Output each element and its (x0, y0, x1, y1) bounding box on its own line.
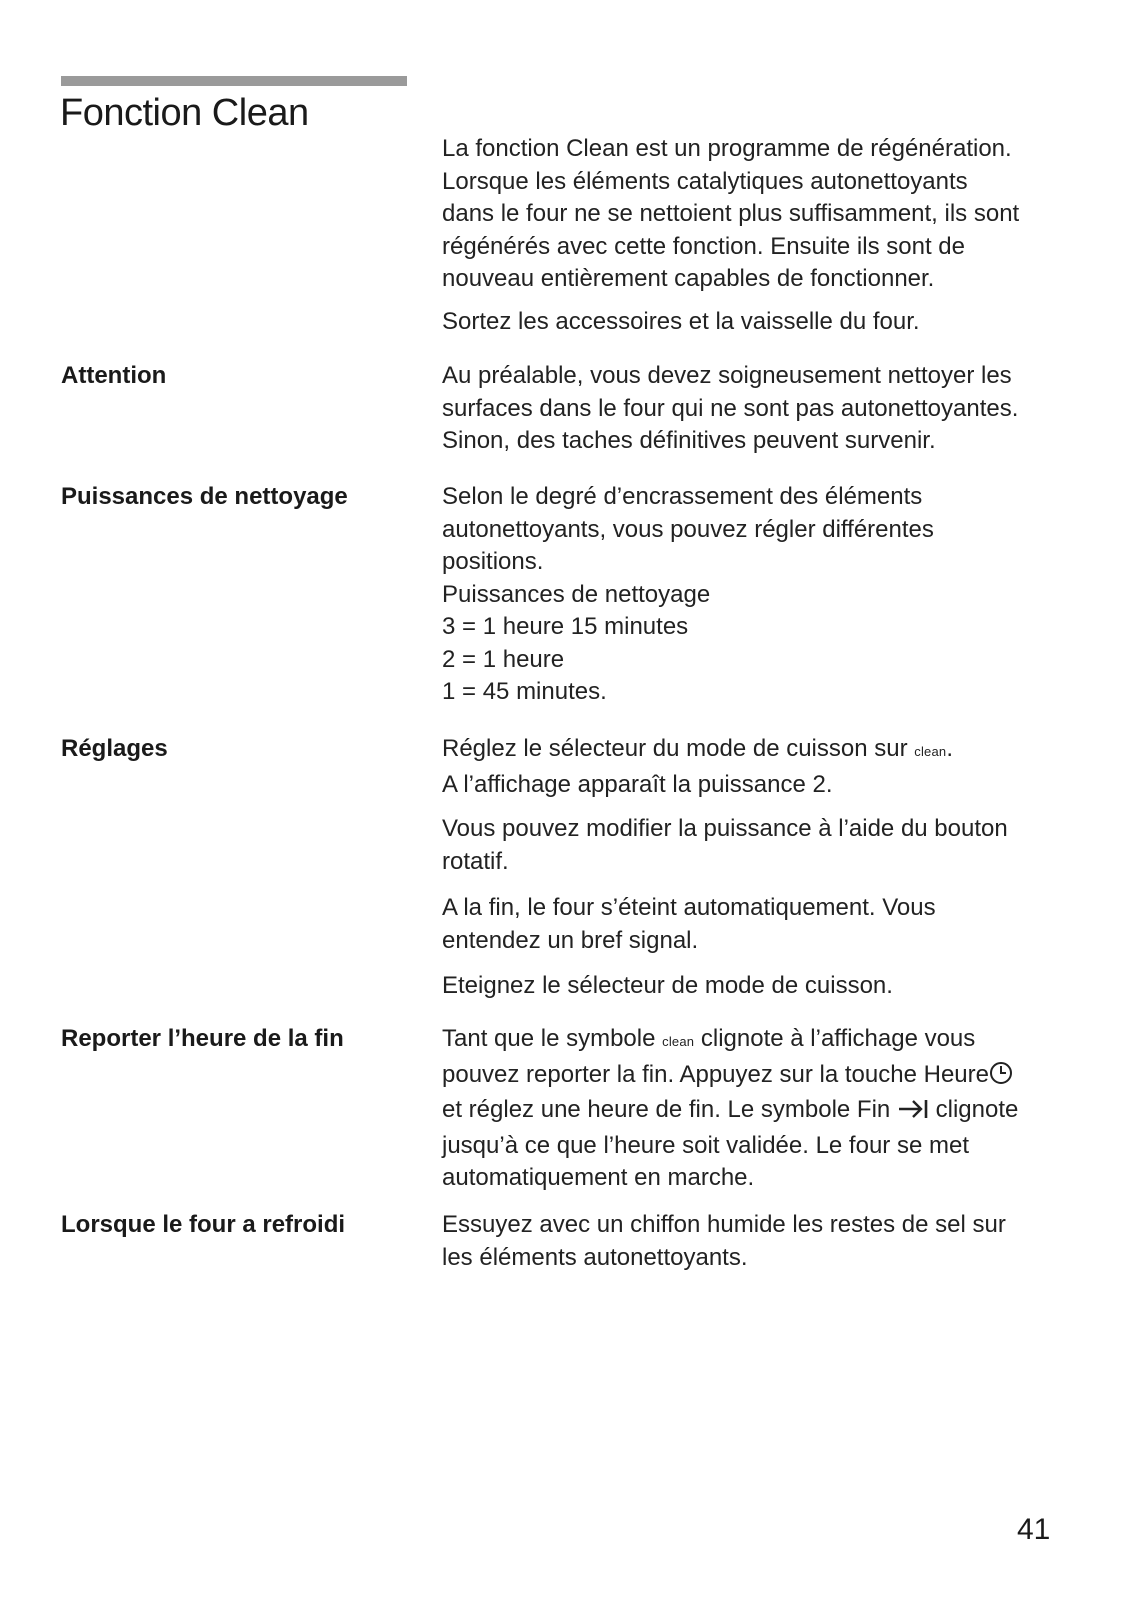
text-fragment: pouvez reporter la fin. Appuyez sur la touche Heure (442, 1060, 989, 1088)
clean-symbol: clean (914, 744, 947, 759)
page-title: Fonction Clean (60, 92, 309, 134)
text-line: régénérés avec cette fonction. Ensuite ils sont de (442, 232, 965, 260)
text-line (442, 1059, 1082, 1095)
text-fragment: Tant que le symbole (442, 1025, 663, 1052)
text-line: entendez un bref signal. (442, 926, 699, 954)
text-line: Lorsque les éléments catalytiques autonettoyants (442, 167, 968, 195)
text-line: La fonction Clean est un programme de régénération. (442, 135, 1012, 162)
reporter-paragraph (442, 1023, 1082, 1195)
text-line (442, 1094, 1082, 1130)
text-line: les éléments autonettoyants. (442, 1243, 748, 1271)
text-fragment: . (946, 735, 954, 762)
puissances-paragraph (442, 481, 1082, 709)
text-line (442, 1023, 1082, 1059)
title-rule (61, 76, 407, 86)
text-line: Selon le degré d’encrassement des éléments (442, 483, 923, 510)
clean-symbol: clean (662, 1034, 695, 1049)
switch-off-paragraph (442, 970, 1082, 1003)
text-line: jusqu’à ce que l’heure soit validée. Le four se met (442, 1131, 969, 1159)
text-fragment: clignote à l’affichage vous (694, 1025, 976, 1052)
attention-label: Attention (61, 362, 167, 389)
text-line: nouveau entièrement capables de fonctionner. (442, 265, 935, 292)
end-arrow-icon (897, 1097, 929, 1130)
text-line: A l’affichage apparaît la puissance 2. (442, 770, 833, 798)
puissances-label: Puissances de nettoyage (61, 483, 348, 510)
text-line: 1 = 45 minutes. (442, 678, 607, 705)
text-line: automatiquement en marche. (442, 1164, 755, 1191)
text-fragment: clignote (928, 1096, 1019, 1123)
text-line: 3 = 1 heure 15 minutes (442, 613, 689, 640)
text-line: Eteignez le sélecteur de mode de cuisson. (442, 972, 893, 999)
reglages-label: Réglages (61, 735, 168, 762)
attention-paragraph (442, 360, 1082, 458)
intro-paragraph (442, 133, 1082, 296)
text-line: Sortez les accessoires et la vaisselle du four. (442, 308, 920, 335)
text-line: Essuyez avec un chiffon humide les restes de sel sur (442, 1211, 1006, 1238)
text-line (442, 733, 1082, 769)
refroidi-label: Lorsque le four a refroidi (61, 1211, 346, 1238)
text-line: dans le four ne se nettoient plus suffisamment, ils sont (442, 200, 1020, 227)
text-line: positions. (442, 548, 544, 575)
end-paragraph (442, 892, 1082, 957)
clock-icon (989, 1061, 1013, 1095)
text-fragment: et réglez une heure de fin. Le symbole Fin (442, 1096, 897, 1123)
page-number: 41 (1017, 1513, 1051, 1546)
remove-accessories-paragraph (442, 306, 1082, 339)
reglages-paragraph (442, 733, 1082, 801)
text-fragment: Réglez le sélecteur du mode de cuisson sur (442, 735, 915, 762)
text-line: Puissances de nettoyage (442, 580, 711, 608)
text-line: autonettoyants, vous pouvez régler différentes (442, 515, 934, 543)
text-line: A la fin, le four s’éteint automatiquement. Vous (442, 894, 936, 921)
refroidi-paragraph (442, 1209, 1082, 1274)
reporter-label: Reporter l’heure de la fin (61, 1025, 344, 1052)
text-line: rotatif. (442, 847, 509, 875)
text-line: surfaces dans le four qui ne sont pas autonettoyantes. (442, 394, 1019, 422)
text-line: 2 = 1 heure (442, 645, 565, 673)
modify-paragraph (442, 813, 1082, 878)
text-line: Au préalable, vous devez soigneusement nettoyer les (442, 362, 1012, 389)
text-line: Sinon, des taches définitives peuvent survenir. (442, 427, 936, 454)
text-line: Vous pouvez modifier la puissance à l’aide du bouton (442, 815, 1008, 842)
